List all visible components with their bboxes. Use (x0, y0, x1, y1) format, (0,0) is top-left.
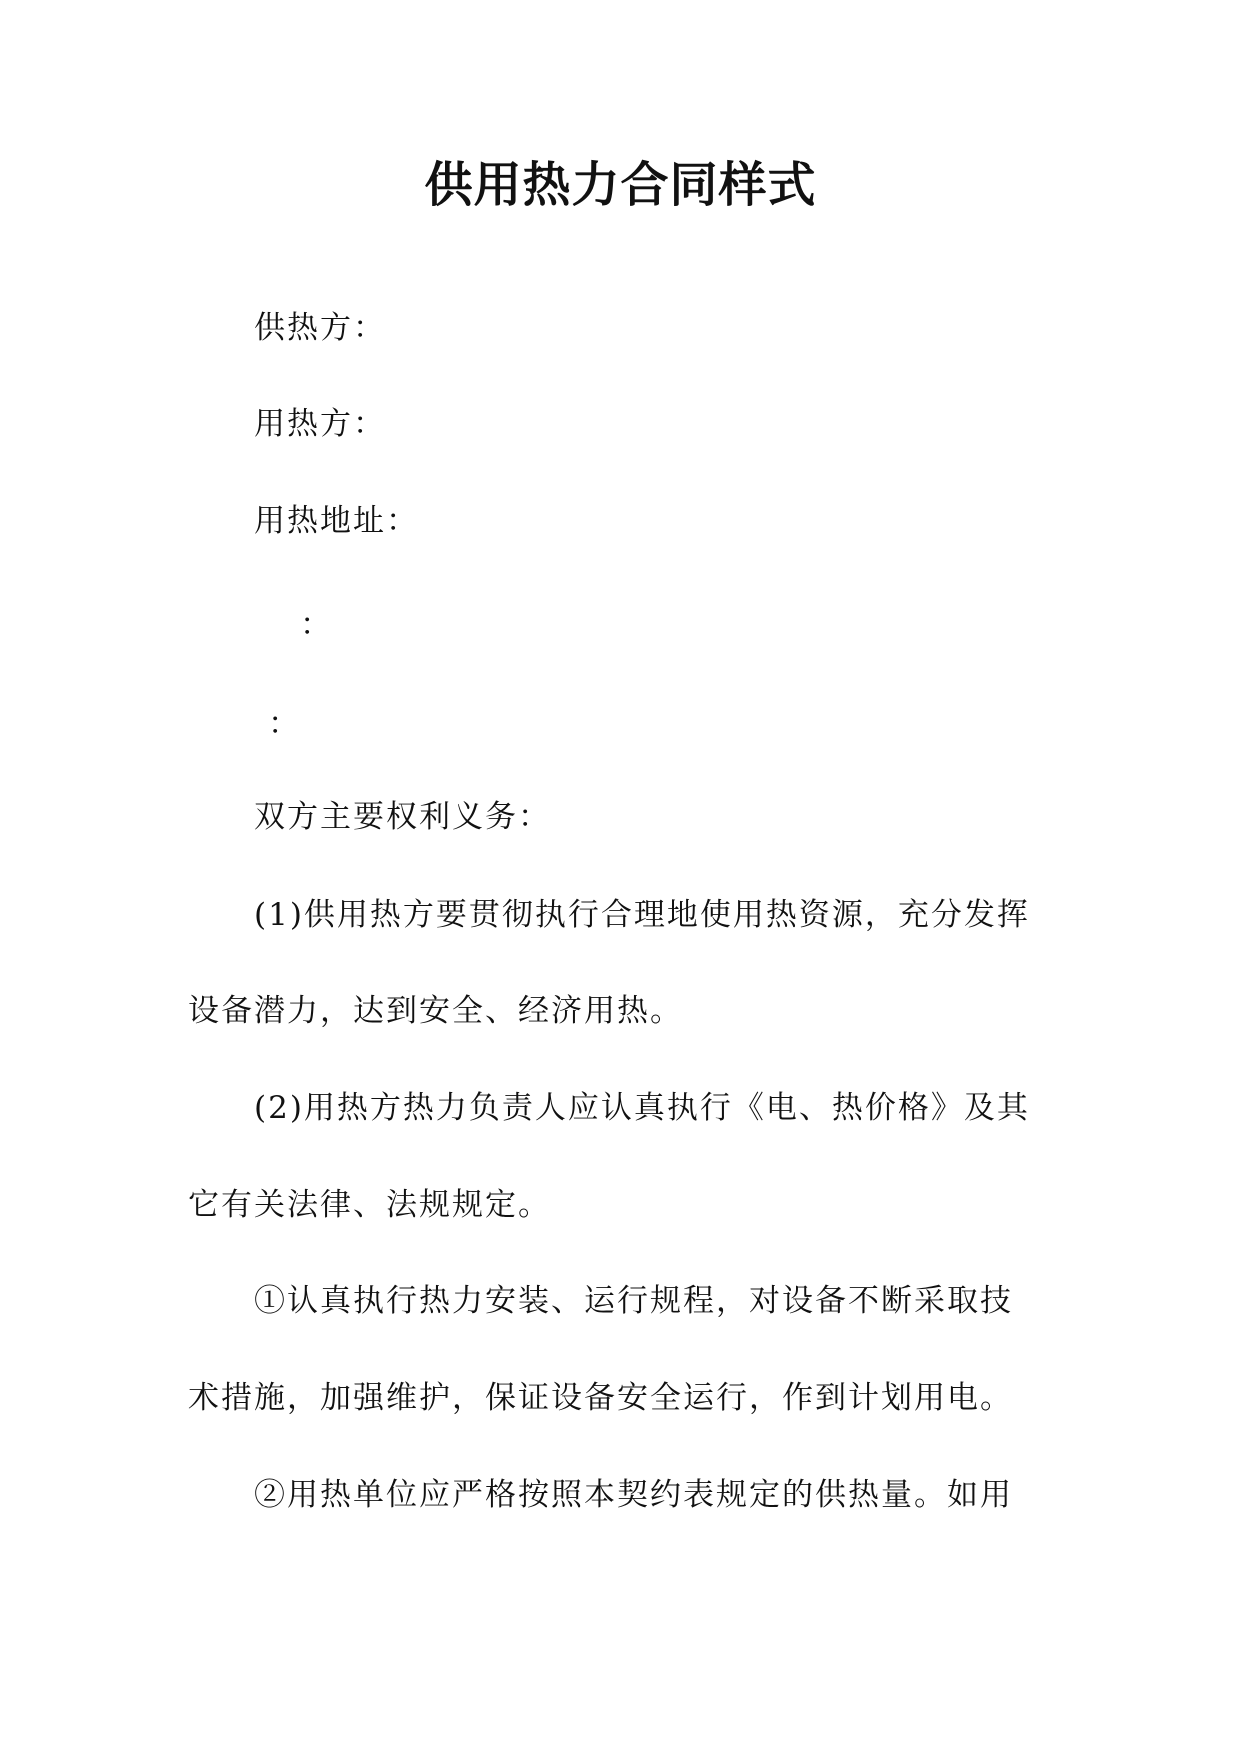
user-label: 用热方： (254, 406, 386, 442)
address-label: 用热地址： (254, 503, 419, 539)
blank-field-colon: ： (268, 706, 301, 742)
paragraph-line: ②用热单位应严格按照本契约表规定的供热量。如用 (254, 1477, 1013, 1513)
blank-field-colon: ： (300, 607, 333, 643)
paragraph-line: ①认真执行热力安装、运行规程，对设备不断采取技 (254, 1283, 1013, 1319)
document-title: 供用热力合同样式 (424, 157, 817, 213)
section-heading: 双方主要权利义务： (254, 799, 551, 835)
paragraph-line: 它有关法律、法规规定。 (188, 1187, 551, 1223)
paragraph-line: (2)用热方热力负责人应认真执行《电、热价格》及其 (254, 1090, 1030, 1126)
paragraph-line: 设备潜力，达到安全、经济用热。 (188, 993, 683, 1029)
supplier-label: 供热方： (254, 310, 386, 346)
paragraph-line: 术措施，加强维护，保证设备安全运行，作到计划用电。 (188, 1380, 1013, 1416)
paragraph-line: (1)供用热方要贯彻执行合理地使用热资源，充分发挥 (254, 897, 1030, 933)
